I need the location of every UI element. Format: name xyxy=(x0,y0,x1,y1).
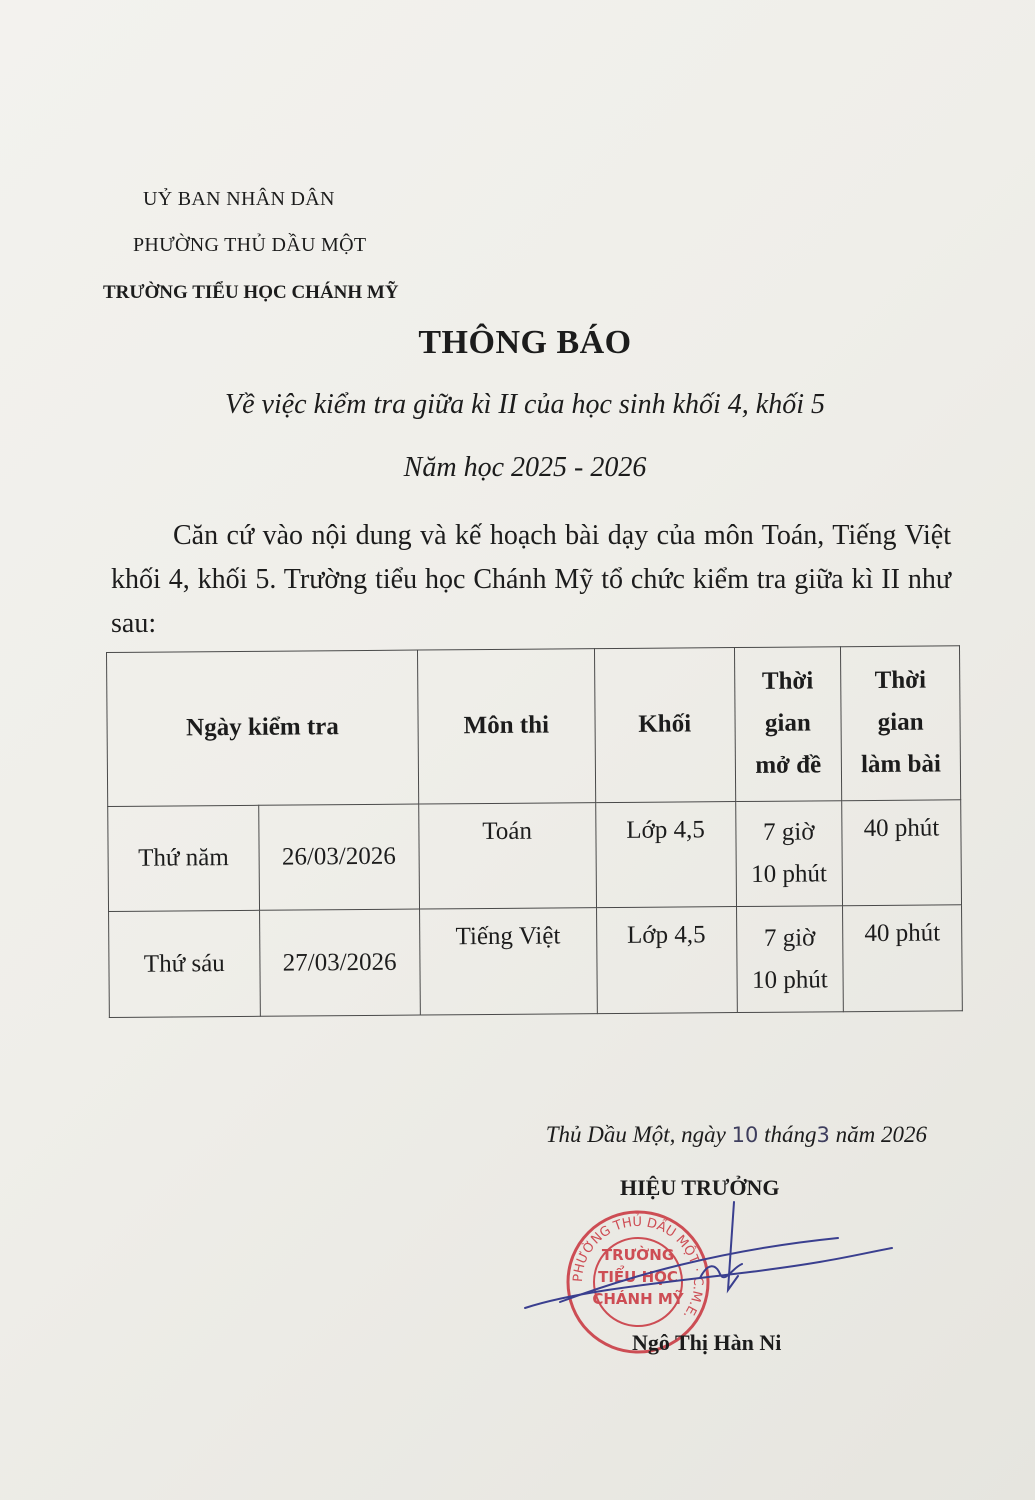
table-row xyxy=(108,799,962,911)
cell-date: 27/03/2026 xyxy=(259,909,420,1016)
date-month-word: tháng xyxy=(764,1122,817,1147)
cell-open-minute: 10 phút xyxy=(751,965,828,994)
header-open-time xyxy=(734,647,842,801)
date-month-handwritten: 3 xyxy=(816,1123,830,1147)
date-year: năm 2026 xyxy=(835,1122,927,1147)
school-year: Năm học 2025 - 2026 xyxy=(403,452,647,483)
header-open-line-1: Thời xyxy=(761,667,814,696)
table-header-row xyxy=(107,646,961,806)
header-duration-line-1: Thời xyxy=(874,666,927,695)
svg-text:TRƯỜNG: TRƯỜNG xyxy=(601,1246,675,1264)
cell-date: 26/03/2026 xyxy=(258,804,419,911)
cell-open-hour: 7 giờ xyxy=(763,924,816,952)
cell-day: Thứ năm xyxy=(108,805,260,912)
cell-subject: Tiếng Việt xyxy=(419,908,597,1015)
agency-line-2: PHƯỜNG THỦ DẦU MỘT xyxy=(133,234,367,256)
body-paragraph: Căn cứ vào nội dung và kế hoạch bài dạy của môn Toán, Tiếng Việt khối 4, khối 5. Trường tiểu học Chánh Mỹ tổ chức kiểm tra giữa kì II như sau: xyxy=(111,520,951,639)
document-title: THÔNG BÁO xyxy=(418,324,632,361)
table-row xyxy=(109,905,963,1017)
svg-text:PHƯỜNG THỦ DẦU MỘT · C.M.E.: PHƯỜNG THỦ DẦU MỘT · C.M.E. xyxy=(570,1214,706,1322)
header-open-line-2: gian xyxy=(764,709,811,738)
cell-open-hour: 7 giờ xyxy=(762,818,815,846)
signer-role: HIỆU TRƯỞNG xyxy=(620,1175,780,1200)
header-duration-line-2: gian xyxy=(877,708,924,737)
header-grade: Khối xyxy=(594,648,735,803)
cell-subject: Toán xyxy=(418,802,596,909)
header-duration xyxy=(841,646,961,800)
header-open-line-3: mở đề xyxy=(755,751,822,780)
date-place: Thủ Dầu Một, ngày xyxy=(545,1122,726,1147)
cell-open-time xyxy=(736,906,843,1013)
date-place-line xyxy=(546,1122,927,1148)
header-date: Ngày kiểm tra xyxy=(107,650,419,806)
exam-schedule-table xyxy=(106,645,963,1018)
cell-duration: 40 phút xyxy=(842,799,962,906)
cell-open-minute: 10 phút xyxy=(751,860,828,888)
cell-duration: 40 phút xyxy=(843,905,963,1012)
cell-grade: Lớp 4,5 xyxy=(596,907,737,1014)
cell-day: Thứ sáu xyxy=(109,911,261,1018)
agency-line-1: UỶ BAN NHÂN DÂN xyxy=(143,188,335,210)
svg-text:TIỂU HỌC: TIỂU HỌC xyxy=(598,1268,678,1286)
date-day-handwritten: 10 xyxy=(731,1123,759,1147)
cell-open-time xyxy=(735,800,842,907)
signer-name: Ngô Thị Hàn Ni xyxy=(632,1330,782,1355)
school-name: TRƯỜNG TIỂU HỌC CHÁNH MỸ xyxy=(103,282,399,303)
document-subtitle: Về việc kiểm tra giữa kì II của học sinh khối 4, khối 5 xyxy=(225,389,825,420)
svg-text:CHÁNH MỸ: CHÁNH MỸ xyxy=(592,1290,684,1308)
cell-grade: Lớp 4,5 xyxy=(595,801,736,908)
header-duration-line-3: làm bài xyxy=(860,750,942,779)
header-subject: Môn thi xyxy=(417,649,595,804)
